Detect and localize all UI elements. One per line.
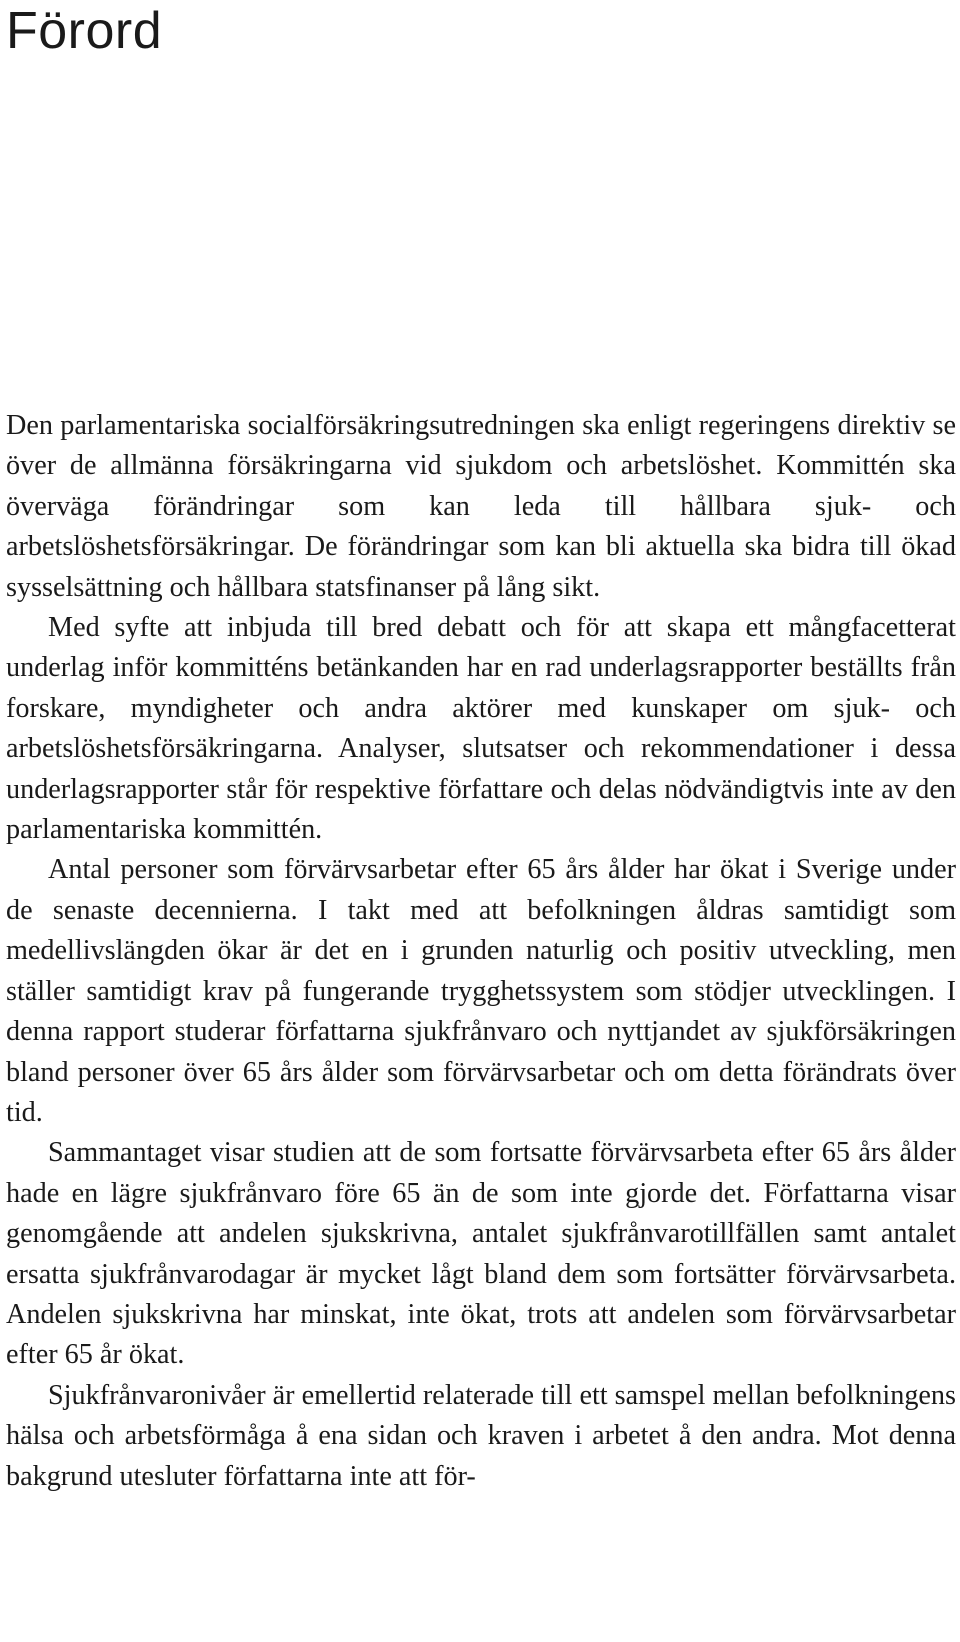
paragraph-5: Sjukfrånvaronivåer är emellertid relaterade till ett samspel mellan befolkningens hälsa och arbetsförmåga å ena sidan och kraven i arbetet å den andra. Mot denna bakgrund utesluter författarna inte att för-: [6, 1379, 956, 1492]
paragraph-2: Med syfte att inbjuda till bred debatt och för att skapa ett mångfacetterat underlag inför kommitténs betänkanden har en rad underlagsrapporter beställts från forskare, myndigheter och andra aktörer med kunskaper om sjuk- och arbetslöshetsförsäkringarna. Analyser, slutsatser och rekommendationer i dessa underlagsrapporter står för respektive författare och delas nödvändigtvis inte av den parlamentariska kommittén.: [6, 612, 956, 846]
page-title: Förord: [6, 2, 163, 60]
paragraph-4: Sammantaget visar studien att de som fortsatte förvärvsarbeta efter 65 års ålder hade en lägre sjukfrånvaro före 65 än de som inte gjorde det. Författarna visar genomgående att andelen sjukskrivna, antalet sjukfrånvarotillfällen samt antalet ersatta sjukfrånvarodagar är mycket lågt bland dem som fortsätter förvärvsarbeta. Andelen sjukskrivna har minskat, inte ökat, trots att andelen som förvärvsarbetar efter 65 år ökat.: [6, 1137, 956, 1371]
preface-body: [6, 406, 956, 1497]
paragraph-3: Antal personer som förvärvsarbetar efter 65 års ålder har ökat i Sverige under de senaste decennierna. I takt med att befolkningen åldras samtidigt som medellivslängden ökar är det en i grunden naturlig och positiv utveckling, men ställer samtidigt krav på fungerande trygghetssystem som stödjer utvecklingen. I denna rapport studerar författarna sjukfrånvaro och nyttjandet av sjukförsäkringen bland personer över 65 års ålder som förvärvsarbetar och om detta förändrats över tid.: [6, 854, 956, 1128]
paragraph-1: Den parlamentariska socialförsäkringsutredningen ska enligt regeringens direktiv se över de allmänna försäkringarna vid sjukdom och arbetslöshet. Kommittén ska överväga förändringar som kan leda till hållbara sjuk- och arbetslöshetsförsäkringar. De förändringar som kan bli aktuella ska bidra till ökad sysselsättning och hållbara statsfinanser på lång sikt.: [6, 410, 956, 603]
